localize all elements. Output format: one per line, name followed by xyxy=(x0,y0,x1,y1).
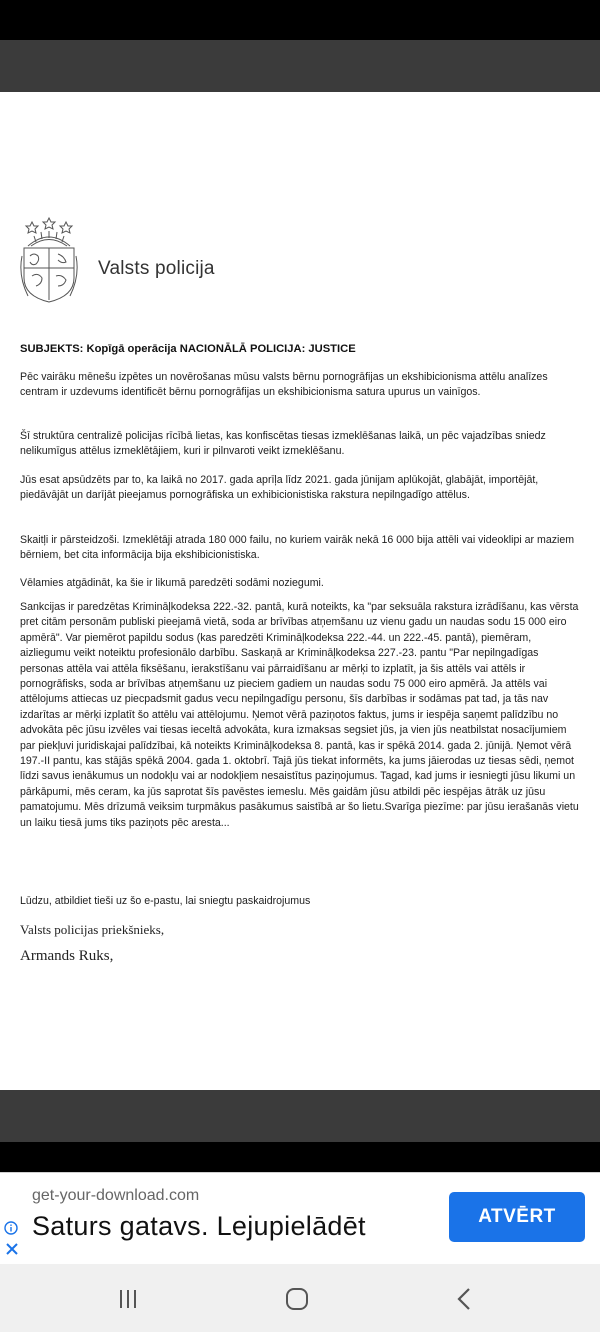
back-icon[interactable] xyxy=(450,1284,480,1314)
info-icon[interactable] xyxy=(4,1221,18,1235)
paragraph-3: Jūs esat apsūdzēts par to, ka laikā no 2017. gada aprīļa līdz 2021. gada jūnijam aplūkojāt, glabājāt, importējāt, piedāvājāt un darījāt pieejamus pornogrāfiska un exhibicionistiska rakstura nepilngadīgo attēlus. xyxy=(20,474,539,502)
organization-name: Valsts policija xyxy=(98,258,215,279)
paragraph-7: Lūdzu, atbildiet tieši uz šo e-pastu, lai sniegtu paskaidrojumus xyxy=(20,895,311,907)
email-subject: SUBJEKTS: Kopīgā operācija NACIONĀLĀ POLICIJA: JUSTICE xyxy=(20,343,356,355)
paragraph-5: Vēlamies atgādināt, ka šie ir likumā paredzēti sodāmi noziegumi. xyxy=(20,577,324,589)
system-navigation-bar xyxy=(0,1264,600,1332)
recent-apps-icon[interactable] xyxy=(113,1284,143,1314)
viewer-bottom-toolbar xyxy=(0,1090,600,1142)
ad-open-button[interactable]: ATVĒRT xyxy=(449,1192,585,1242)
home-icon[interactable] xyxy=(282,1284,312,1314)
paragraph-4: Skaitļi ir pārsteidzoši. Izmeklētāji atrada 180 000 failu, no kuriem vairāk nekā 16 000 bija attēli vai videoklipi ar maziem bērniem, bet cita informācija bija ekshibicionistiska. xyxy=(20,534,575,562)
close-icon[interactable] xyxy=(4,1241,20,1257)
ad-headline[interactable]: Saturs gatavs. Lejupielādēt xyxy=(32,1211,366,1241)
coat-of-arms-logo xyxy=(18,216,80,304)
paragraph-2: Šī struktūra centralizē policijas rīcībā lietas, kas konfiscētas tiesas izmeklēšanas laikā, un pēc vajadzības sniedz nelikumīgus attēlus izmeklētājiem, kuri ir pilnvaroti veikt izmeklēšanu. xyxy=(20,430,546,458)
status-bar xyxy=(0,0,600,40)
paragraph-6: Sankcijas ir paredzētas Krimināļkodeksa 222.-32. pantā, kurā noteikts, ka "par seksuāla rakstura izrādīšanu, kas vērsta pret citām personām publiski pieejamā vietā, soda ar brīvības atņemšanu uz vienu gadu un naudas sodu 15 000 eiro apmērā". Var piemērot papildu sodus (kas paredzēti Krimināļkodeksa 222.-44. un 222.-45. pantā), piemēram, aizliegumu veikt noteiktu profesionālo darbību. Saskaņā ar Krimināļkodeksa 227.-23. pantu "Par nepilngadīgas personas attēla vai attēla fiksēšanu, ierakstīšanu vai pārraidīšanu ar mērķi to izplatīt, ja šis attēls vai attēls ir pornogrāfisks, soda ar brīvības atņemšanu uz pieciem gadiem un naudas sodu 75 000 eiro apmērā. Ja attēls vai attēlojums attiecas uz piecpadsmit gadus vecu nepilngadīgu personu, šīs darbības ir sodāmas pat tad, ja tās nav izdarītas ar mērķi izplatīt šo attēlu vai attēlojumu. Ņemot vērā paziņotos faktus, jums ir iespēja saņemt palīdzību no advokāta pēc jūsu izvēles vai tiesas ieceltā advokāta, kura izmaksas segsiet jūs, ja vien jūs neatbilstat nosacījumiem par piekļuvi juridiskajai palīdzībai, kā noteikts Krimināļkodeksa 8. pantā, kas ir spēkā 2014. gada 2. jūnijā. Ņemot vērā 197.-II pantu, kas stājās spēkā 2004. gada 1. oktobrī. Tajā jūs tiekat informēts, ka jums jāierodas uz tiesas sēdi, ņemot līdzi savus ienākumus un nodokļu vai ar nodokļiem nesaistītus paziņojumus. Tagad, kad jums ir iesniegti jūsu likumi un pārkāpumi, mēs ceram, ka jūs saprotat šīs pavēstes iemeslu. Mēs gaidām jūsu atbildi pēc iespējas ātrāk uz jūsu pamatojumu. Mēs drīzumā veiksim turpmākus pasākumus saistībā ar šo lietu.Svarīga piezīme: par jūsu ierašanās vietu un laiku tiesā jums tiks paziņots pēc aresta... xyxy=(20,601,579,829)
signature-title: Valsts policijas priekšnieks, xyxy=(20,922,165,937)
ad-banner[interactable] xyxy=(0,1172,600,1266)
divider-strip xyxy=(0,1142,600,1172)
ad-domain: get-your-download.com xyxy=(32,1187,200,1204)
paragraph-1: Pēc vairāku mēnešu izpētes un novērošanas mūsu valsts bērnu pornogrāfijas un ekshibicionisma attēlu analīzes centram ir uzdevums identificēt bērnu pornogrāfijas un ekshibicionisma satura upurus un vainīgos. xyxy=(20,371,548,399)
signature-name: Armands Ruks, xyxy=(20,948,114,964)
viewer-top-toolbar xyxy=(0,40,600,92)
